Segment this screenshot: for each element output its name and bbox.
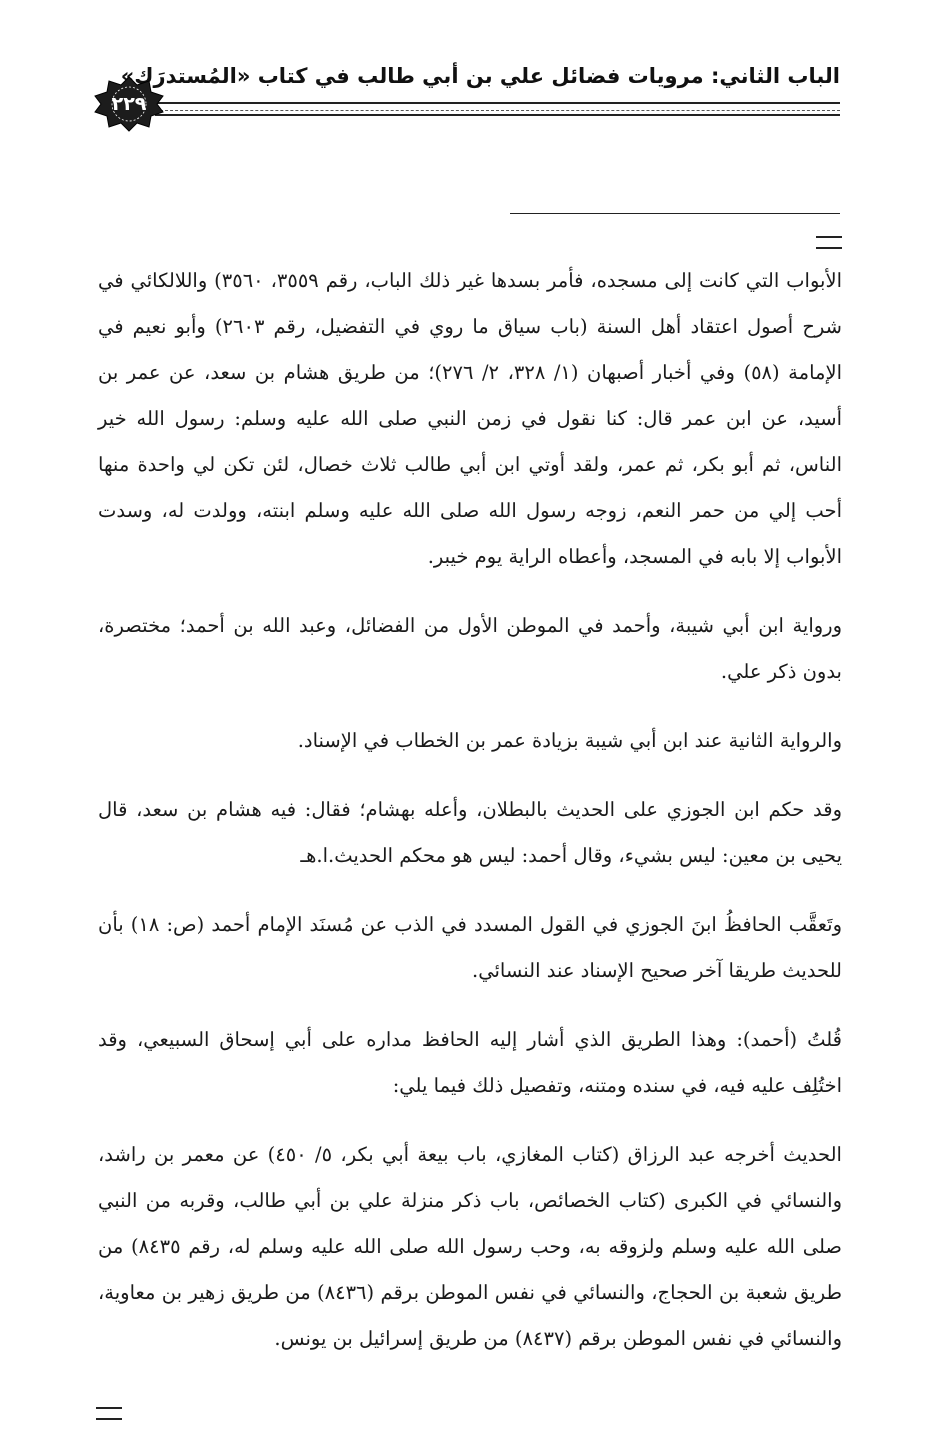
running-header-title: الباب الثاني: مرويات فضائل علي بن أبي طالب في كتاب «المُستدرَك» xyxy=(120,64,840,88)
page-number: ٢٢٩ xyxy=(111,93,147,115)
continuation-mark-top xyxy=(816,236,842,249)
header-rule xyxy=(155,102,840,111)
paragraph-2: ورواية ابن أبي شيبة، وأحمد في الموطن الأول من الفضائل، وعبد الله بن أحمد؛ مختصرة، بدون ذكر علي. xyxy=(98,614,842,683)
header-rule-lower xyxy=(155,114,840,116)
paragraph-5: وتَعقَّب الحافظُ ابنَ الجوزي في القول المسدد في الذب عن مُسنَد الإمام أحمد (ص: ١٨) بأن للحديث طريقا آخر صحيح الإسناد عند النسائي. xyxy=(98,913,843,982)
continuation-mark-bottom xyxy=(96,1407,122,1420)
footnote-text xyxy=(98,258,842,1385)
paragraph-4: وقد حكم ابن الجوزي على الحديث بالبطلان، وأعله بهشام؛ فقال: فيه هشام بن سعد، قال يحيى بن معين: ليس بشيء، وقال أحمد: ليس هو محكم الحديث.ا.هـ xyxy=(98,798,842,867)
paragraph-3: والرواية الثانية عند ابن أبي شيبة بزيادة عمر بن الخطاب في الإسناد. xyxy=(297,729,842,752)
paragraph-1: الأبواب التي كانت إلى مسجده، فأمر بسدها غير ذلك الباب، رقم ٣٥٥٩، ٣٥٦٠) واللالكائي في شرح أصول اعتقاد أهل السنة (باب سياق ما روي في التفضيل، رقم ٢٦٠٣) وأبو نعيم في الإمامة (٥٨) وفي أخبار أصبهان (١/ ٣٢٨، ٢/ ٢٧٦)؛ من طريق هشام بن سعد، عن عمر بن أسيد، عن ابن عمر قال: كنا نقول في زمن النبي صلى الله عليه وسلم: رسول الله خير الناس، ثم أبو بكر، ثم عمر، ولقد أوتي ابن أبي طالب ثلاث خصال، لئن تكن لي واحدة منها أحب إلي من حمر النعم، زوجه رسول الله صلى الله عليه وسلم ابنته، وولدت له، وسدت الأبواب إلا بابه في المسجد، وأعطاه الراية يوم خيبر. xyxy=(98,269,843,568)
paragraph-6: قُلتُ (أحمد): وهذا الطريق الذي أشار إليه الحافظ مداره على أبي إسحاق السبيعي، وقد اختُلِف عليه فيه، في سنده ومتنه، وتفصيل ذلك فيما يلي: xyxy=(98,1028,842,1097)
paragraph-7: الحديث أخرجه عبد الرزاق (كتاب المغازي، باب بيعة أبي بكر، ٥/ ٤٥٠) عن معمر بن راشد، والنسائي في الكبرى (كتاب الخصائص، باب ذكر منزلة علي بن أبي طالب، وقربه من النبي صلى الله عليه وسلم ولزوقه به، وحب رسول الله صلى الله عليه وسلم له، رقم ٨٤٣٥) من طريق شعبة بن الحجاج، والنسائي في نفس الموطن برقم (٨٤٣٦) من طريق زهير بن معاوية، والنسائي في نفس الموطن برقم (٨٤٣٧) من طريق إسرائيل بن يونس. xyxy=(98,1143,842,1350)
page-number-badge xyxy=(92,76,166,132)
footnote-separator xyxy=(510,213,840,214)
